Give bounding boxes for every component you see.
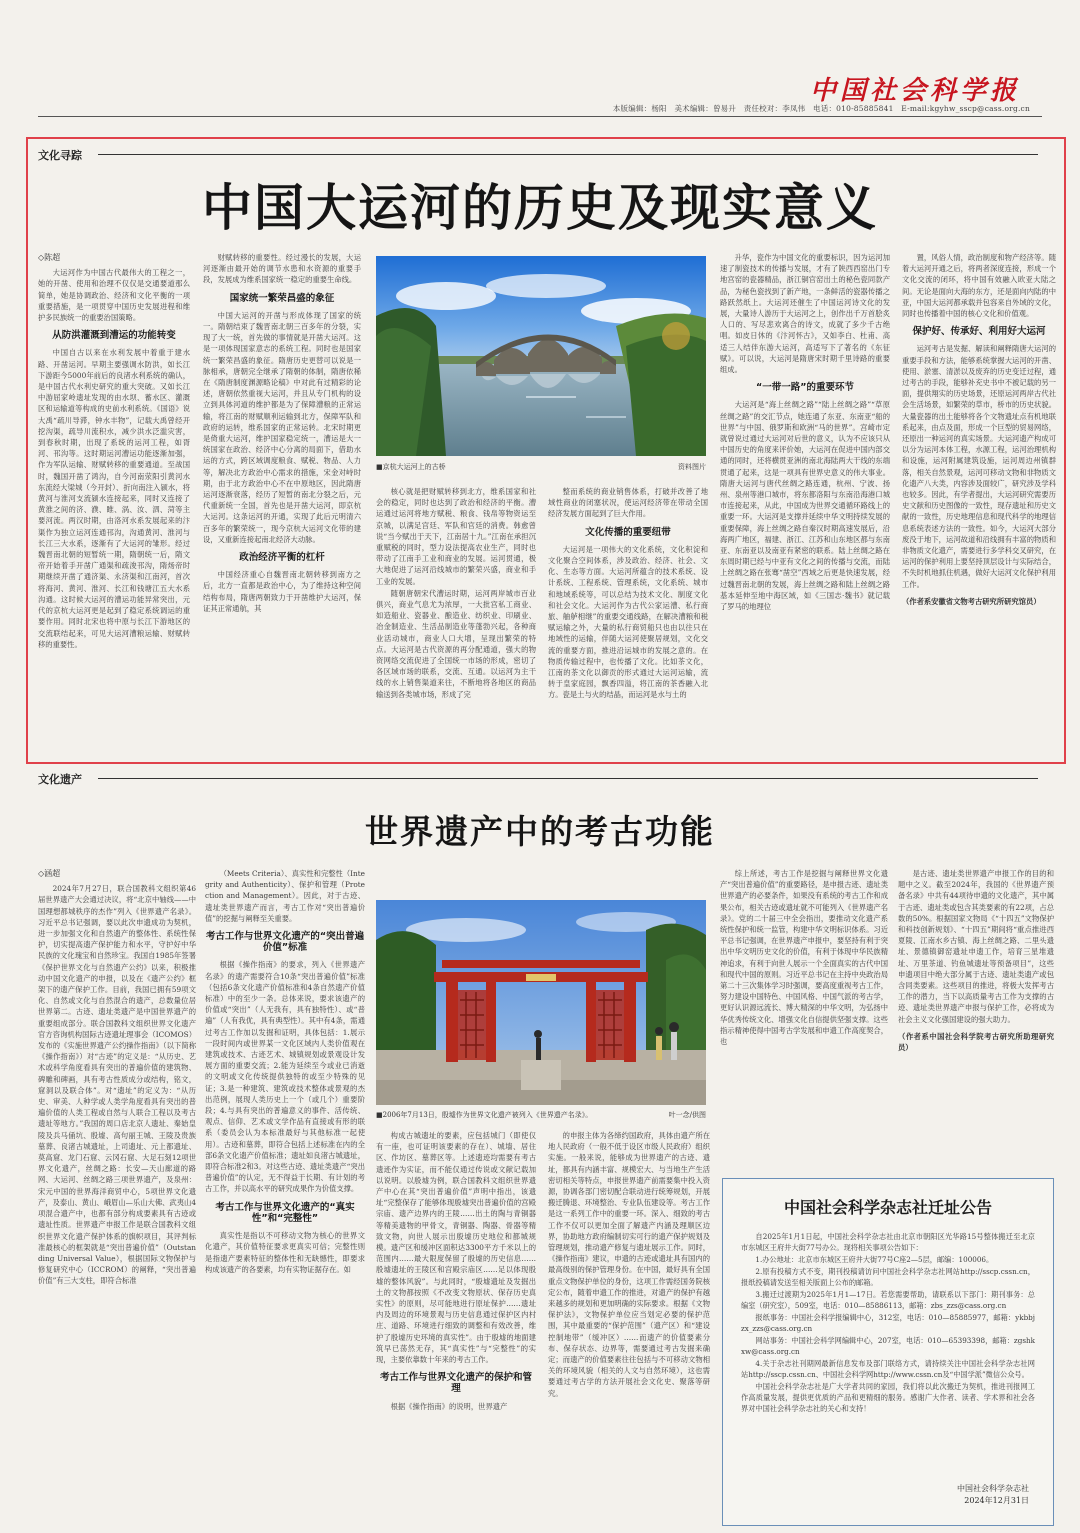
article1-subhead-1: 从防洪灌溉到漕运的功能转变 (52, 330, 176, 342)
article2-paragraph: 的申报主体为各缔约国政府，具体由遗产所在地人民政府（一般不低于设区市级人民政府）组织实施。一般来说，能够成为世界遗产的古迹、遗址，都具有内涵丰富、规模宏大、与当地生产生活密切相关等特点，申报世界遗产前需要集中投入资源，协调各部门密切配合联动进行统筹规划，开展搬迁腾退、环境整治、专业队伍建设等。考古工作是这一系列工作中的重要一环。深入、细致的考古工作不仅可以更加全面了解遗产内涵及理顺区边界，协助地方政府编制切实可行的遗产保护规划及管理规划，推动遗产修复与遗址展示工作。同时，《操作指南》建议，申遗的古迹或遗址具有国内的最高级别的保护管理身份。在中国，最好具有全国重点文物保护单位的身份，这项工作需经国务院核定公布，随着申遗工作的推进，对遗产的保护有越来越多的规划和更加明确的实际要求。根据《文物保护法》，文物保护单位应当划定必要的保护范围，其中最重要的“保护范围”（遗产区）和“建设控制地带”（缓冲区）……而遗产的价值要素分布、保存状态、边界等，需要通过考古发掘来确定；而遗产的价值要素往往包括与不可移动文物相关的环境风貌（相关的人文与自然环境），这也需要通过考古学的方法开展社会文化史、聚落等研究。 (548, 1131, 710, 1398)
notice-intro: 自2025年1月1日起，中国社会科学杂志社由北京市朝阳区光华路15号整体搬迁至北京市东城区王府井大街77号办公。现将相关事项公告如下： (741, 1232, 1035, 1252)
article1-subhead-6: 保护好、传承好、利用好大运河 (912, 326, 1046, 338)
article1-paragraph: 中国大运河的开凿与形成体现了国家的统一。隋朝结束了魏晋南北朝三百多年的分裂，实现了大一统，首先做的事情就是开凿大运河。这是一项体现国家意志的系统工程。同时也是国家统一繁荣昌盛的象征。隋唐历史更替可以说是一脉相承，唐朝完全继承了隋朝的体制，隋唐依稀在《隋唐制度渊源略论稿》中对此有过精彩的论述，唐朝依然重视大运河，并且从专门机构的设立到具体河道的维护都是为了保障漕粮的正常运输，将江南的财赋顺利运输到北方，保障军队和政府的运转，维系国家的正常运转。北宋时期更是倚重大运河，维护国家稳定统一，漕运是大一统国家在政治、经济中心分离的局面下，借助水运的方式，跨区域调度粮食、赋税、物品、人力等，解决北方政治中心需求的措施，宋金对峙时期，由于北方政治中心不在中原地区，因此隋唐运河逐渐衰落，经历了短暂的南北分裂之后，元代重新统一全国，首先也是开凿大运河，即京杭大运河。这条运河的开通，实现了此后元明清六百多年的繁荣统一，现今京杭大运河文化带的建设，又重新连接起南北经济大动脉。 (203, 310, 361, 544)
relocation-notice (722, 1178, 1054, 1526)
article1-column-4 (548, 486, 708, 758)
section-tag-cultural-heritage: 文化遗产 (38, 773, 82, 786)
article1-author-note: （作者系安徽省文物考古研究所研究馆员） (902, 596, 1041, 606)
article2-column-6 (898, 868, 1054, 1168)
photo1-caption-row (376, 462, 706, 472)
article1-column-1 (38, 252, 190, 758)
article2-column-5 (720, 868, 888, 1168)
masthead-rule (38, 116, 1042, 117)
article2-column-1 (38, 868, 196, 1525)
article1-subhead-3: 政治经济平衡的杠杆 (239, 552, 325, 564)
article1-title: 中国大运河的历史及现实意义 (202, 179, 878, 237)
article2-paragraph: 根据《操作指南》的要求，列入《世界遗产名录》的遗产需要符合10条“突出普遍价值”标准（包括6条文化遗产价值标准和4条自然遗产价值标准）中的至少一条。总体来说，要求该遗产的价值或“突出”（人无我有，具有独特性）、或“普遍”（人有我优，具有典型性）。其中有4条，需通过考古工作加以发掘和证明，具体包括：1.展示一段时间内或世界某一文化区域内人类价值观在建筑或技术、古迹艺术、城镇规划或景观设计发展方面的重要交流；2.能为延续至今或业已消逝的文明或文化传统提供独特的或至少特殊的见证；3.是一种建筑、建筑或技术整体或景观的杰出范例，展现人类历史上一个（或几个）重要阶段；4.与具有突出的普遍意义的事件、活传统、观点、信仰、艺术或文学作品有直接或有形的联系（委员会认为本标准最好与其他标准一起使用）。古迹和墓葬，即符合包括上述标准在内的全部6条文化遗产价值标准；遗址如良渚古城遗址，即符合标准2和3。对这些古迹、遗址类遗产“突出普遍价值”的认定，无不得益于长期、有计划的考古工作，并以高水平的研究成果作为价值支撑。 (205, 960, 365, 1194)
notice-body (741, 1231, 1035, 1481)
article1-subhead-5: “一带一路”的重要环节 (756, 382, 854, 394)
article2-subhead-1: 考古工作与世界文化遗产的“突出普遍价值”标准 (205, 931, 365, 954)
notice-item: 4.关于杂志社刊期网最新信息发布及部门联络方式，请持续关注中国社会科学杂志社网站http://sscp.cssn.cn、中国社会科学网http://www.cssn.cn及“中国学派”微信公众号。 (741, 1359, 1035, 1379)
article1-paragraph: 核心就是把财赋转移到北方，维系国家和社会的稳定，同时也达到了政治和经济的平衡。漕运通过运河将地方赋税、粮食、钱帛等物资运至京城，以满足宫廷、军队和官廷的消费。韩愈曾说“当今赋出于天下，江南居十九。”江南在承担沉重赋税的同时，型力设法提高农业生产，同时也带动了江南手工业和商业的发展。运河贯通，极大地促进了运河沿线城市的繁荣兴盛，商业和手工业的发展。 (376, 487, 536, 586)
article2-paragraph: 真实性是指以不可移动文物为核心的世界文化遗产，其价值特征要求更真实可信；完整性则是指遗产要素特征的整体性和无缺憾性，即要求构成该遗产的各要素，均有实物证据存在。如 (205, 1231, 365, 1274)
article1-paragraph: 财赋转移的重要性。经过漫长的发展，大运河逐渐由最开始的调节水患和水资源的重要手段，发展成为维系国家统一稳定的重要生命线。 (203, 253, 361, 285)
article2-paragraph: 2024年7月27日，联合国教科文组织第46届世界遗产大会通过决议，将“北京中轴线——中国理想都城秩序的杰作”列入《世界遗产名录》。习近平总书记强调，要以此次申遗成功为契机，进一步加强文化和自然遗产的整体性、系统性保护，切实提高遗产保护能力和水平，守护好中华民族的文化瑰宝和自然珍宝。我国自1985年签署《保护世界文化与自然遗产公约》以来，积极推动中国文化遗产的申报，以及在《遗产公约》框架下的遗产保护工作。目前，我国已拥有59项文化、自然或文化与自然混合的遗产，总数量位居世界第二。古迹、遗址类遗产是中国世界遗产的重要组成部分。联合国教科文组织世界文化遗产官方咨询机构国际古迹遗址理事会（ICOMOS）发布的《实施世界遗产公约操作指南》（以下简称《操作指南》）对“古迹”的定义是：“从历史、艺术或科学角度看具有突出的普遍价值的建筑物、碑雕和碑画，具有考古性质成分或结构，铭文，窟洞以及联合体”。对“遗址”的定义为：“从历史、审美、人种学或人类学角度看具有突出的普遍价值的人类工程或自然与人联合工程以及考古遗址等地方。”我国的周口店北京人遗址、秦始皇陵及兵马俑坑、殷墟、高句丽王城、王陵及贵族墓葬、良渚古城遗址，上司遗址、元上都遗址、莫高窟、龙门石窟、云冈石窟、大足石刻12项世界文化遗产，丝绸之路：长安—天山廊道的路网、大运河、丝绸之路三项世界遗产，及泉州：宋元中国的世界海洋商贸中心，5项世界文化遗产，及泰山、黄山、峨眉山—乐山大佛、武夷山4项混合遗产中，也都有部分构成要素具有古迹或遗址性质。世界遗产申报工作是联合国教科文组织世界文化遗产保护体系的旗帜项目，其评判标准最核心的框架就是“突出普遍价值”（Outstanding Universal Value），根据国际文物保护与修复研究中心（ICCROM）的阐释，“突出普遍价值”有三大支柱，即符合标准 (38, 884, 196, 1286)
article1-subhead-4: 文化传播的重要纽带 (585, 526, 671, 538)
notice-signature: 中国社会科学杂志社 (957, 1484, 1029, 1493)
article1-subhead-2: 国家统一繁荣昌盛的象征 (229, 292, 335, 304)
article1-column-5 (720, 252, 890, 758)
notice-title: 中国社会科学杂志社迁址公告 (783, 1198, 992, 1217)
article2-paragraph: （Meets Criteria）、真实性和完整性（Integrity and Authenticity）、保护和管理（Protection and Management）。因此，对于古迹、遗址类世界遗产而言，考古工作对“突出普遍价值”的挖掘与阐释至关重要。 (205, 869, 365, 923)
newspaper-logo: 中国社会科学报 (809, 76, 1020, 106)
section-divider (98, 778, 1038, 779)
article1-lead: 大运河作为中国古代最伟大的工程之一，她的开凿、使用和治理不仅仅是交通要道那么简单，她是协调政治、经济和文化平衡的一项重要措施，是一项贯穿中国历史发展进程和维护多民族统一的重要治国策略。 (38, 268, 190, 323)
photo1-credit: 资料图片 (678, 463, 706, 471)
article1-column-3 (376, 486, 536, 758)
article1-column-6 (902, 252, 1056, 758)
article1-paragraph: 随朝唐朝宋代漕运时期，运河两岸城市百业俱兴，商业气息尤为浓厚，一大批宫私工商业、如造船业、瓷器业、酿造业、纺织业、印刷业、冶金制造业、生活品制造业等蓬勃兴起，各种商业活动城市，商业人口大增，呈现出繁荣的特点。大运河是古代资源的再分配通道，强大的物资网络交流促进了全国统一市场的形成，密切了各区域市场的联系，交流、互通。以运河为主干线的水上销售渠道来往，不断地将各地区的商品输送到各类城市场，形成了完 (376, 588, 536, 699)
article1-paragraph: 中国经济重心自魏晋南北朝转移到南方之后，北方一直都是政治中心，为了维持这种空间结构布局，隋唐两朝致力于开凿维护大运河，保证其正常通航，其 (203, 570, 361, 613)
article1-column-2 (203, 252, 361, 758)
notice-item: 中国社会科学杂志社是广大学者共同的家园，我们将以此次搬迁为契机，推进刊报网工作高质量发展，提供更优质的产品和更精细的服务。感谢广大作者、读者、学术界和社会各界对中国社会科学杂志社的关心和支持！ (741, 1382, 1035, 1413)
article2-column-2 (205, 868, 365, 1525)
article2-paragraph: 是古迹、遗址类世界遗产申报工作的目的和题中之义。截至2024年，我国的《世界遗产预备名录》中共有44项待申遗的文化遗产，其中属于古迹、遗址类或包含其类要素的有22项，占总数的50%。根据国家文物局《“十四五”文物保护和科技创新规划》、“十四五”期间将“重点推进西夏陵、江南水乡古镇、海上丝绸之路、二里头遗址、景德镇御窑遗址申遗工作，培育三星堆遗址、万里茶道、钓鱼城遗址等预备项目”，这些申遗项目中绝大部分属于古迹、遗址类遗产或包含同类要素。这些项目的推进，将极大发挥考古工作的潜力，当下以高质量考古工作为支撑的古迹、遗址类世界遗产申报与保护工作，必将成为社会主义文化强国建设的强大助力。 (898, 869, 1054, 1024)
article2-paragraph: 根据《操作指南》的说明，世界遗产 (390, 1401, 508, 1411)
photo1-caption: ■京杭大运河上的古桥 (376, 463, 446, 471)
notice-signature-block (957, 1483, 1029, 1507)
notice-date: 2024年12月31日 (964, 1496, 1029, 1505)
article2-author-note: （作者系中国社会科学院考古研究所助理研究员） (898, 1031, 1054, 1052)
article1-paragraph: 升华，瓷作为中国文化的重要标识，因为运河加速了制瓷技术的传播与发展，才有了陕西西窑出门专地宫窑的瓷器精品，浙江铜官窑出土的秘色瓷同款产品，为秘色瓷找到了新产地，一条鲜活的瓷器传播之路跃然纸上。大运河还催生了中国运河诗文化的发展，大量诗人游历于大运河之上，创作出千万首脍炙人口的、写尽悲欢离合的诗文，成就了多少千古绝唱。如皮日休的《汴河怀古》，又如李白、杜甫、高适三人结伴东游大运河，高适写下了著名的《东征赋》。可以说，大运河是隋唐宋时期千里诗路的重要组成。 (720, 253, 890, 375)
article2-paragraph: 构成古城遗址的要素，应包括城门（即使仅有一座，也可证明该要素的存在）、城墙、居住区、作坊区、墓葬区等。上述遗迹均需要有考古遗迹作为实证，而不能仅通过传说或文献记载加以说明。以殷墟为例，联合国教科文组织世界遗产中心在其“突出普遍价值”声明中指出，该遗址“完整保存了能够体现殷墟突出普遍价值的宫殿宗庙、遗产边界内的王陵……出土的陶与青铜器等精美遗物的甲骨文，青铜器、陶器、骨器等精致文物，向世人展示出殷墟历史地位和都城规模。遗产区和缓冲区面积达3300平方千米以上的范围内……最大限度保留了殷墟的历史信息……殷墟遗址的王陵区和宫殿宗庙区……足以体现殷墟的整体风貌”。与此同时，“殷墟遗址及发掘出土的文物都按照《不改变文物原状、保存历史真实性》的原则，尽可能地进行原址保护……遗址内及周边的环境景观与历史信息通过保护区内村庄、道路、环境进行细致的调整和有效改善，维护了殷墟历史环境的真实性”。由于殷墟的地面建筑早已荡然无存，其“真实性”与“完整性”的实现，主要依靠数十年来的考古工作。 (376, 1131, 536, 1365)
article2-subhead-3: 考古工作与世界文化遗产的保护和管理 (379, 1372, 532, 1395)
notice-item: 3.搬迁过渡期为2025年1月1—17日。若您需要帮助，请联系以下部门：期刊事务：总编室（研究室），509室，电话：010—85886113，邮箱：zbs_zzs@cass.org.cn (741, 1290, 1035, 1310)
photo2-caption-row (376, 1110, 706, 1120)
article1-paragraph: 中国自古以来在水利发展中着重于建水路、开凿运河。早期主要强调水防洪，如长江下游距今5000年前后的良渚水利系统的确认，是中国古代水利史研究的重大突破。又如长江中游屈家岭遗址发现的由水坝、蓄水区、灌溉区和运输道等构成的史前水利系统。《国语》说大禹“疏川导滞，钟水丰物”，记载大禹曾经开挖沟渠，疏导川流积水，减少洪水泛滥灾害，到春秋时期，出现了系统的运河工程，如胥河、邗沟等。这时期运河漕运功能逐渐加强，作为军队运输、财赋转移的重要通道。至战国时，魏国开凿了鸿沟，自今河南荥阳引黄河水东流经大梁城（今开封）、折向南注入颍水，将黄河与淮河支流颍水连接起来，同时又连接了黄淮之间的济、濮、睢、涡、汝、泗、菏等主要河流。两汉时期，由洛河水系发展起来的汴渠作为独立运河连通邗沟，沟通黄河、淮河与长江三大水系，逐渐有了大运河的雏形。经过魏晋南北朝的短暂统一期，隋朝统一后，隋文帝开始着手开凿广通渠和疏浚邗沟，隋炀帝时期继续开凿了通济渠、永济渠和江南河，首次将海河、黄河、淮河、长江和钱塘江五大水系沟通。这时候大运河的漕运功能异常突出，元代的京杭大运河更是起到了稳定系统调运的重要作用。同时北宋也将中原与长江下游地区的交流联结起来，可见大运河漕粮运输、财赋转移的重要性。 (38, 348, 190, 649)
article1-paragraph: 运河考古是发掘、解读和阐释隋唐大运河的重要手段和方法，能够系统掌握大运河的开凿、使用、淤塞、清淤以及废弃的历史变迁过程，通过考古的手段，能够补充史书中不被记载的另一面，提供翔实的历史场景，还原运河两岸古代社会生活场景，如繁荣的草市，桥市的历史状貌。大量瓷器的出土能够将各个文物遗址点有机地联系起来，由点及面，形成一个巨型的贸易网络，还原出一种运河的真实场景。大运河遗产构成可以分为运河本体工程，水源工程，运河治理机构和设施，运河附属建筑设施，运河周边州镇群落，相关自然景观，运河可移动文物和非物质文化遗产八大类，内容涉及面较广，研究涉及学科也较多。因此，有学者提出，大运河研究需要历史文献和历史图像的一致性，现存遗址和历史文献的一致性，历史地理信息和现代科学的地理信息系统表述方法的一致性。如今，大运河大部分废没于地下，运河故道和沿线拥有丰富的物质和非物质文化遗产，需要进行多学科交叉研究，在运河的保护利用上要坚持顶层设计与实际结合，不失时机地抓住机遇，做好大运河文化保护利用工作。 (902, 344, 1056, 589)
photo-ancient-bridge (376, 256, 706, 456)
notice-item: 1.办公地址：北京市东城区王府井大街77号C座2—5层，邮编：100006。 (755, 1255, 994, 1264)
article1-paragraph: 整而系统的商业销售体系，打破并改善了地域性商业的闭塞状况，使运河经济带在带动全国经济发展方面起到了巨大作用。 (548, 487, 708, 519)
article2-subhead-2: 考古工作与世界文化遗产的“真实性”和“完整性” (215, 1201, 355, 1224)
notice-item: 2.原有投稿方式不变，期刊投稿请访问中国社会科学杂志社网站http://sscp.cssn.cn，报纸投稿请发送至相关版面上公布的邮箱。 (741, 1267, 1035, 1287)
article1-paragraph: 大运河是“海上丝绸之路”“陆上丝绸之路”“草原丝绸之路”的交汇节点，她连通了东亚、东南亚“船的世界”与中国、俄罗斯和欧洲“马的世界”。宫崎市定就曾说过通过大运河对后世的意义，认为不应该只从中国历史的角度来评价她，大运河在促进中国内部交通的同时，还将横贯亚洲的南北海陆两大干线的东端贯通了起来，这是一项具有世界史意义的伟大事业。隋唐大运河与唐代丝绸之路连通，杭州、宁波、扬州、泉州等港口城市，将东都洛阳与东南沿海港口城市连接起来，从此，中国成为世界交通循环路线上的重要一环。大运河是支撑并延续中华文明持续发展的重要保障，海上丝绸之路自秦汉时期高速发展后，沿海两广地区，福建、浙江、江苏和山东地区都与东南亚、东南亚以及南亚有紧密的联系。陆上丝绸之路在东周时期已经与中亚有文化之间的传播与交流，而陆上丝绸之路在张骞“凿空”西域之后更是快速发展，经过魏晋南北朝的发展，海上丝绸之路和陆上丝绸之路基本延伸至地中海区域，如《三国志·魏书》就记载了罗马的地理位 (720, 400, 890, 612)
photo2-credit: 叶一念/供图 (668, 1111, 706, 1119)
article2-column-4 (548, 1130, 710, 1525)
notice-item: 报纸事务：中国社会科学报编辑中心，312室，电话：010—85885977，邮箱：ykbbjzx_zzs@cass.org.cn (741, 1313, 1035, 1333)
editor-credits: 本版编辑：杨阳 美术编辑：曾易升 责任校对：李凤伟 电话：010-85885841 E-mail:kgyhw_sscp@cass.org.cn (612, 104, 1030, 113)
article1-paragraph: 大运河是一项伟大的文化系统，文化积淀和文化聚合空间体系，涉及政治、经济、社会、文化、生态等方面。大运河所蕴含的技术系统、设计系统、工程系统、管理系统，文化系统、城市和地域系统等，可以总结为技术文化、制度文化和社会文化。大运河作为古代公家运漕、私行商旅、舳舻相继”的重要交通线路，在解决漕粮和税赋运输之外，大量的私行商贸船只也由以往只在地域性的运输，伴随大运河使聚居规划，文化交流的重要方面，推进沿运城市的发展之意的。在物质传输过程中，也传播了文化。比如茶文化，江南的茶文化以御贡的形式通过大运河运输，流转于皇家庭园，飘香四溢，将江南的茶香融入北方。瓷是土与火的结晶，而运河是水与土的 (548, 544, 708, 700)
article1-paragraph: 置，风俗人情，政治制度和物产经济等。随着大运河开通之后，将两者深度连接，形成一个文化交流的闭环，将中国有效融入欧亚大陆之间。无论是面向大海的东方，还是面向内陆的中亚，中国大运河都承载并包容来自外域的文化，同时也传播着中国的核心文化和价值观。 (902, 253, 1056, 319)
section-divider (98, 154, 1038, 155)
photo-yinxu-gate (376, 900, 706, 1105)
photo2-caption: ■2006年7月13日，殷墟作为世界文化遗产被列入《世界遗产名录》。 (376, 1111, 593, 1119)
article2-paragraph: 综上所述，考古工作是挖掘与阐释世界文化遗产“突出普遍价值”的重要路径，是申报古迹、遗址类世界遗产的必要条件，如果没有系统的考古工作和成果公布，相关古迹或遗址就不可能列入《世界遗产名录》。党的二十届三中全会指出，要推动文化遗产系统性保护和统一监管，构建中华文明标识体系。习近平总书记强调，在世界遗产申报中，要坚持有利于突出中华文明历史文化的价值，有利于体现中华民族精神追求，有利于向世人展示一个全面真实的古代中国和现代中国的原则。习近平总书记在主持中央政治局第二十三次集体学习时强调，要高度重视考古工作，努力建设中国特色、中国风格、中国气派的考古学，更好认识源远流长、博大精深的中华文明，为弘扬中华优秀传统文化、增强文化自信提供坚强支撑。这些指示精神使得中国考古学发展和申遗工作高度契合，也 (720, 869, 888, 1047)
article2-title: 世界遗产中的考古功能 (365, 812, 715, 851)
article1-byline: ◇陈超 (38, 253, 61, 262)
article2-column-3 (376, 1130, 536, 1525)
section-tag-culture-trace: 文化寻踪 (38, 149, 82, 162)
notice-item: 网站事务：中国社会科学网编辑中心，207室，电话：010—65393398，邮箱：zgshkxw@cass.org.cn (741, 1336, 1035, 1356)
article2-byline: ◇涵超 (38, 869, 61, 878)
